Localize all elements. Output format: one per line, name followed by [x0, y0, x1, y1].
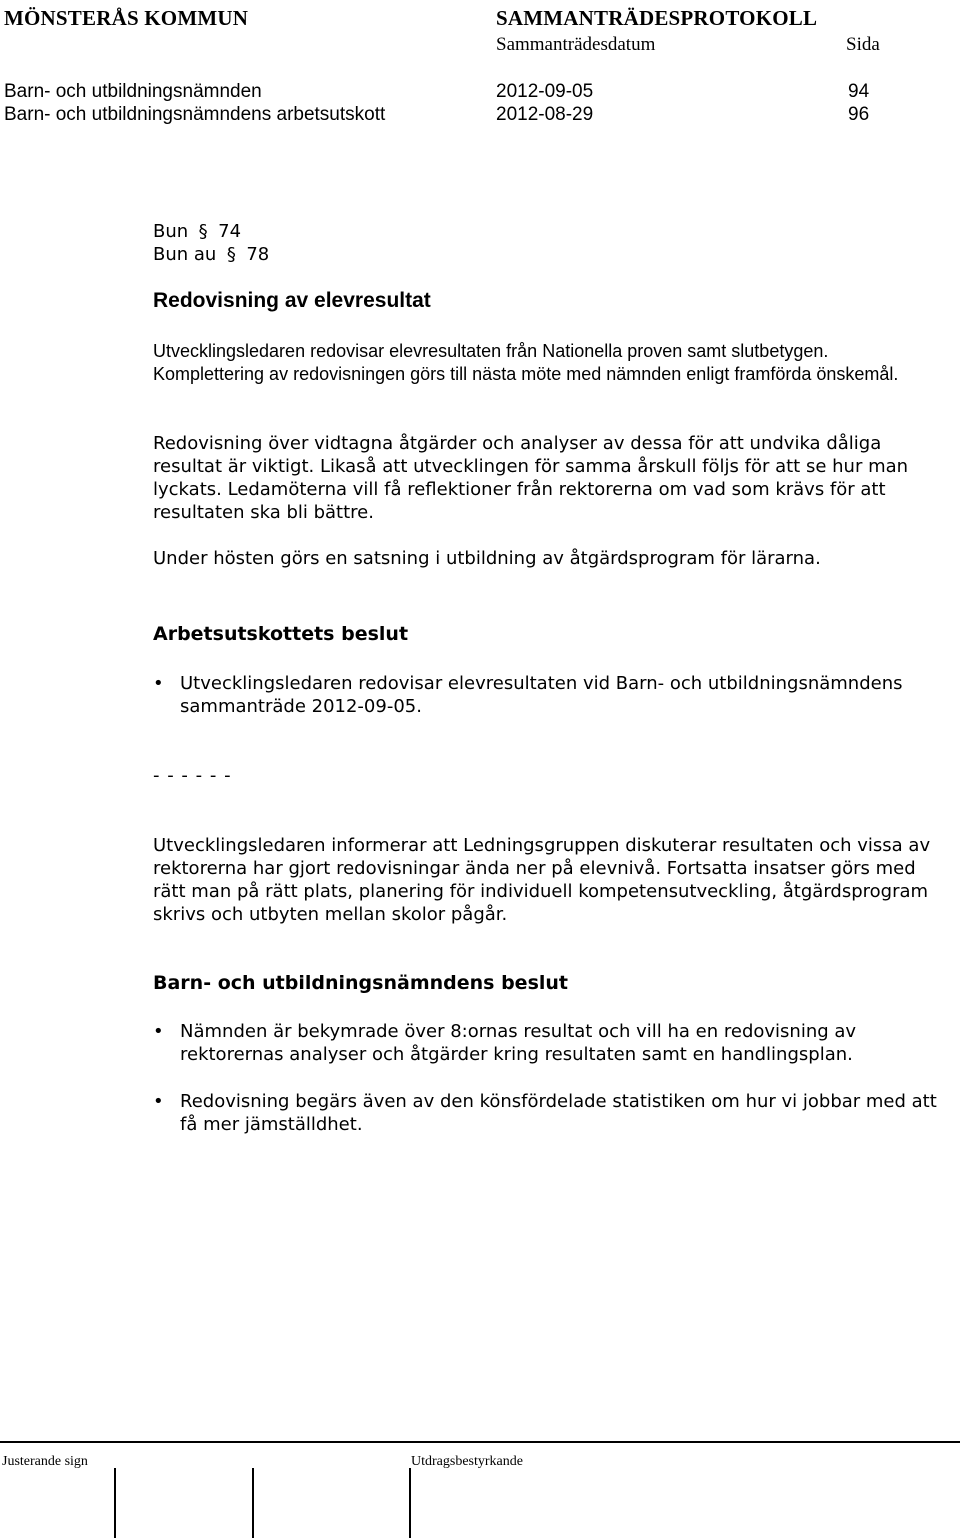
decision-bullet [153, 1020, 943, 1066]
page-column-label: Sida [846, 34, 880, 55]
bullet-text: Utvecklingsledaren redovisar elevresultaten vid Barn- och utbildningsnämndens sammanträde 2012-09-05. [180, 673, 903, 717]
reference-prefix: Bun [153, 221, 189, 242]
bullet-glyph: • [153, 1091, 164, 1112]
section-symbol: § [198, 221, 208, 242]
reference-number: 74 [218, 221, 242, 242]
body-paragraph: Utvecklingsledaren redovisar elevresultaten från Nationella proven samt slutbetygen. Komplettering av redovisningen görs till nästa möte med nämnden enligt framförda önskemål. [153, 341, 899, 384]
page-number: 94 [848, 81, 870, 102]
page-number: 96 [848, 104, 870, 125]
bullet-text: Redovisning begärs även av den könsfördelade statistiken om hur vi jobbar med att få mer jämställdhet. [180, 1091, 937, 1135]
section-heading: Barn- och utbildningsnämndens beslut [153, 972, 568, 994]
section-symbol: § [226, 244, 236, 265]
meeting-date: 2012-08-29 [496, 104, 594, 125]
document-type: SAMMANTRÄDESPROTOKOLL [496, 6, 818, 30]
separator: - - - - - - [153, 765, 232, 786]
signature-box-divider [409, 1468, 411, 1538]
item-title: Redovisning av elevresultat [153, 289, 431, 312]
reference-prefix: Bun au [153, 244, 217, 265]
date-column-label: Sammanträdesdatum [496, 34, 656, 55]
meeting-body: Barn- och utbildningsnämnden [4, 81, 262, 102]
meeting-body: Barn- och utbildningsnämndens arbetsutskott [4, 104, 386, 125]
body-paragraph: Utvecklingsledaren informerar att Ledningsgruppen diskuterar resultaten och vissa av rektorerna har gjort redovisningar ända ner på elevnivå. Fortsatta insatser görs med rätt man på rätt plats, planering för individuell kompetensutveckling, åtgärdsprogram skrivs och utbyten mellan skolor pågår. [153, 835, 931, 925]
signature-box-divider [252, 1468, 254, 1538]
signature-box-divider [114, 1468, 116, 1538]
extract-certification-label: Utdragsbestyrkande [411, 1454, 523, 1469]
organization-name: MÖNSTERÅS KOMMUN [4, 6, 249, 30]
section-heading: Arbetsutskottets beslut [153, 623, 409, 645]
reference-number: 78 [246, 244, 270, 265]
section-reference [153, 221, 241, 242]
body-paragraph: Under hösten görs en satsning i utbildning av åtgärdsprogram för lärarna. [153, 548, 821, 569]
meeting-date: 2012-09-05 [496, 81, 594, 102]
decision-bullet [153, 672, 943, 718]
body-paragraph: Redovisning över vidtagna åtgärder och analyser av dessa för att undvika dåliga resultat är viktigt. Likaså att utvecklingen för samma årskull följs för att se hur man lyckats. Ledamöterna vill få reflektioner från rektorerna om vad som krävs för att resultaten ska bli bättre. [153, 433, 909, 523]
bullet-glyph: • [153, 1021, 164, 1042]
section-reference [153, 244, 269, 265]
bullet-glyph: • [153, 673, 164, 694]
bullet-text: Nämnden är bekymrade över 8:ornas resultat och vill ha en redovisning av rektorernas analyser och åtgärder kring resultaten samt en handlingsplan. [180, 1021, 857, 1065]
footer-divider [0, 1441, 960, 1443]
decision-bullet [153, 1090, 943, 1136]
signature-label: Justerande sign [2, 1454, 88, 1469]
